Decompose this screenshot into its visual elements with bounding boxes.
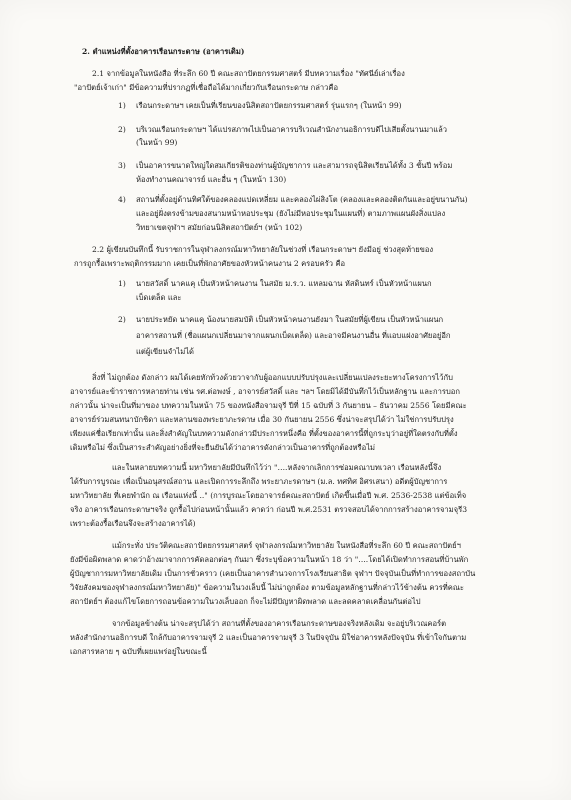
list-number: 2) [118,125,126,134]
list-item-line: เป็นอาคารขนาดใหญ่ใดสมเกียรติของท่านผู้บัญชาการ และสามารถจุนิสิตเรียนได้ทั้ง 3 ชั้นปี พร้อม [136,161,453,170]
paragraph-2-1-line: "อาปัตย์เจ้าเก่า" มีข้อความที่ปรากฏที่เชื่อถือได้มากเกี่ยวกับเรือนกระดาษ กล่าวคือ [74,83,339,92]
list-item-line: เรือนกระดาษฯ เคยเป็นที่เรียนของนิสิตสถาปัตยกรรมศาสตร์ รุ่นแรกๆ (ในหน้า 99) [136,101,402,110]
body-line: อาจารย์ร่วมสนทนาบักชิดา และหลานของพระยาภะรดาษ เมื่อ 30 กันยายน 2556 ซึ่งน่าจะสรุปได้ว่า ไม่ใช่การปรับปรุง [70,415,454,424]
body-line: อาจารย์และข้าราชการหลายท่าน เช่น รศ.ต่อพงษ์ , อาจารย์สวัสดิ์ และ ฯลฯ โดยมิได้มีบันทึกไว้เป็นหลักฐาน และการบอก [70,387,460,396]
body-line: สิ่งที่ ไม่ถูกต้อง ดังกล่าว ผมได้เคยทักท้วงด้วยวาจากับผู้ออกแบบปรับปรุงและเปลี่ยนแปลงระยะทางโครงการไว้กับ [92,373,453,382]
body-line: เดิมหรือไม่ ซึ่งเป็นสาระสำคัญอย่างยิ่งที่จะยืนยันได้ว่าอาคารดังกล่าวเป็นอาคารที่ถูกต้องหรือไม่ [70,443,376,452]
paragraph-2-2-line: 2.2 ผู้เขียนบันทึกนี้ รับราชการในจุฬาลงกรณ์มหาวิทยาลัยในช่วงที่ เรือนกระดาษฯ ยังมีอยู่ ช่วงสุดท้ายของ [92,245,434,254]
body-line: และในหลายบทความนี้ มหาวิทยาลัยมีบันทึกไว้ว่า "….หลังจากเลิกการซ่อมคณาบทเวลา เรือนหลังนี้จึง [112,463,442,472]
list-item-line: นายสวัสดิ์ นาคแคุ เป็นหัวหน้าคนงาน ในสมัย ม.ร.ว. แหลมฉาน หัสดินทร์ เป็นหัวหน้าแผนก [136,279,432,288]
list-item-line: สถานที่ตั้งอยู่ด้านทิศใต้ของคลองแปดเหลี่ยม และคลองไผ่สิงโต (คลองและคลองติดกันและอยู่ขนานกัน) [136,195,468,204]
list-number: 4) [118,195,126,204]
body-line: มหาวิทยาลัย ที่เคยพำนัก ณ เรือนแห่งนี้ .." (การบูรณะโดยอาจารย์คณะสถาปัตย์ เกิดขึ้นเมื่อปี พ.ศ. 2536-2538 แต่ข้อเท็จ [70,491,467,500]
list-number: 1) [118,279,126,288]
paragraph-2-2-line: การถูกรื้อเพราะพฤติกรรมมาก เคยเป็นที่พักอาศัยของหัวหน้าคนงาน 2 ครอบครัว คือ [74,259,346,268]
body-line: ยังมีข้อผิดพลาด คาดว่าอ้างมาจากการคัดลอกต่อๆ กันมา ซึ่งระบุข้อความในหน้า 18 ว่า "….โดยได้เปิดทำการสอนที่บ้านพัก [70,555,469,564]
list-item-line: และอยู่ฝั่งตรงข้ามของสนามหน้าหอประชุม (ยังไม่มีหอประชุมในแผนที่) ตามภาพแผนผังสิ่งแปลง [136,209,446,218]
body-line: เอกสารหลาย ๆ ฉบับที่เผยแพร่อยู่ในขณะนี้ [70,647,207,656]
body-line: จากข้อมูลข้างต้น น่าจะสรุปได้ว่า สถานที่ตั้งของอาคารเรือนกระดาษของจริงหลังเดิม จะอยู่บริเวณคอร์ต [112,619,447,628]
list-item-line: (ในหน้า 99) [136,138,178,147]
section-heading: 2. ตำแหน่งที่ตั้งอาคารเรือนกระดาษ (อาคารเดิม) [82,47,245,56]
list-number: 3) [118,161,126,170]
list-item-line: ห้องทำงานคณาจารย์ และอื่น ๆ (ในหน้า 130) [136,175,287,184]
body-line: ได้รับการบูรณะ เพื่อเป็นอนุสรณ์สถาน และเปิดการระลึกถึง พระยาภะรดาษฯ (ม.ล. ทศทิศ อิศรเสนา) อดีตผู้บัญชาการ [70,477,448,486]
list-number: 1) [118,101,126,110]
list-item-line: อาคารสถานที่ (ชื่อแผนกเปลี่ยนมาจากแผนกเบ็ดเตล็ด) และอาจมีคนงานอื่น ที่แอบแฝงอาศัยอยู่อีก [136,331,451,340]
body-line: ผู้บัญชาการมหาวิทยาลัยเดิม เป็นการชั่วคราว (เคยเป็นอาคารสำนวจการโรงเรียนสาธิต จุฬาฯ ปัจจุบันเป็นที่ทำการของสถาบัน [70,569,476,578]
paragraph-2-1-line: 2.1 จากข้อมูลในหนังสือ ที่ระลึก 60 ปี คณะสถาปัตยกรรมศาสตร์ มีบทความเรื่อง "ทัศนีย์เล่าเรื่อง [92,69,405,78]
body-line: เพียงแค่ชื่อเรียกเท่านั้น และสิ่งสำคัญในบทความดังกล่าวมีประการหนึ่งคือ ที่ตั้งของอาคารนี้ที่ถูกระบุว่าอยู่ที่ใดตรงกับที่ตั้ง [70,429,458,438]
list-item-line: เบ็ดเตล็ด และ [136,293,182,302]
body-line: หลังสำนักงานอธิการบดี ใกล้กับอาคารจามจุรี 2 และเป็นอาคารจามจุรี 3 ในปัจจุบัน มิใช่อาคารหลังปัจจุบัน ที่เข้าใจกันตาม [70,633,467,642]
body-line: จริง อาคารเรือนกระดาษฯจริง ถูกรื้อไปก่อนหน้านั้นแล้ว คาดว่า ก่อนปี พ.ศ.2531 ตรวจสอบได้จากการสร้างอาคารจามจุรี3 [70,505,468,514]
body-line: สถาปัตย์ฯ ต้องแก้ไขโดยการถอนข้อความในวงเล็บออก ก็จะไม่มีปัญหาผิดพลาด และลดคลาดเคลื่อนกันต่อไป [70,597,421,606]
list-item-line: วิทยาเขตจุฬาฯ สมัยก่อนนิสิตสถาปัตย์ฯ (หน้า 102) [136,223,303,232]
list-item-line: บริเวณเรือนกระดาษฯ ได้แปรสภาพไปเป็นอาคารบริเวณสำนักงานอธิการบดีไปเสียตั้งนานมาแล้ว [136,125,448,134]
list-item-line: แต่ผู้เขียนจำไม่ได้ [136,347,194,356]
body-line: แม้กระทั่ง ประวัติคณะสถาปัตยกรรมศาสตร์ จุฬาลงกรณ์มหาวิทยาลัย ในหนังสือที่ระลึก 60 ปี คณะสถาปัตย์ฯ [112,541,461,550]
list-item-line: นายประหยัด นาคแคุ น้องนายสมบัติ เป็นหัวหน้าคนงานยังมา ในสมัยที่ผู้เขียน เป็นหัวหน้าแผนก [136,315,444,324]
body-line: กล่าวนั้น น่าจะเป็นที่มาของ บทความในหน้า 75 ของหนังสือจามจุรี ปีที่ 15 ฉบับที่ 3 กันยายน – ธันวาคม 2556 โดยมีคณะ [70,401,467,410]
body-line: เพราะต้องรื้อเรือนจึงจะสร้างอาคารได้) [70,519,196,528]
body-line: วิจัยสังคมของจุฬาลงกรณ์มหาวิทยาลัย)" ข้อความในวงเล็บนี้ ไม่น่าถูกต้อง ตามข้อมูลหลักฐานที่กล่าวไว้ข้างต้น ควรที่คณะ [70,583,464,592]
list-number: 2) [118,315,126,324]
